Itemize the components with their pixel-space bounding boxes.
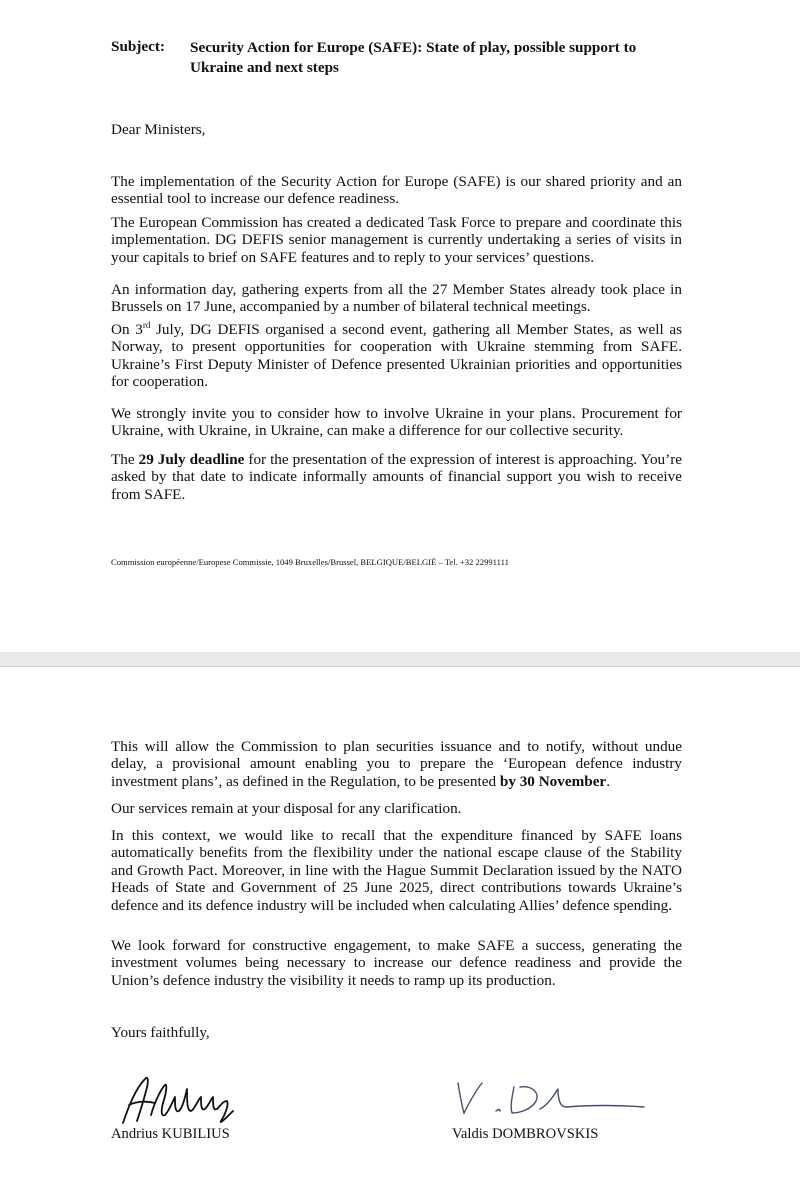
signature-kubilius [115, 1071, 245, 1131]
paragraph-1: The implementation of the Security Action for Europe (SAFE) is our shared priority and an essential tool to increase our defence readiness. [111, 173, 682, 208]
deadline-text: 29 July deadline [138, 451, 245, 468]
paragraph-10: We look forward for constructive engagement, to make SAFE a success, generating the investment volumes being necessary to increase our defence readiness and provide the Union’s defence industry the visibility it needs to ramp up its production. [111, 937, 682, 989]
salutation: Dear Ministers, [111, 121, 206, 138]
paragraph-4: On 3rd July, DG DEFIS organised a second event, gathering all Member States, as well as Norway, to present opportunities for cooperation with Ukraine stemming from SAFE. Ukraine’s First Deputy Minister of Defence presented Ukrainian priorities and opportunities for cooperation. [111, 319, 683, 391]
signatory-1-name: Andrius KUBILIUS [111, 1126, 230, 1142]
paragraph-6: The 29 July deadline for the presentation of the expression of interest is approaching. You’re asked by that date to indicate informally amounts of financial support you wish to receive from SAFE. [111, 451, 682, 503]
commission-address-footer: Commission européenne/Europese Commissie, 1049 Bruxelles/Brussel, BELGIQUE/BELGIË – Tel. +32 22991111 [111, 557, 509, 567]
closing: Yours faithfully, [111, 1024, 210, 1041]
page-separator [0, 652, 800, 667]
paragraph-9: In this context, we would like to recall that the expenditure financed by SAFE loans automatically benefits from the flexibility under the national escape clause of the Stability and Growth Pact. Moreover, in line with the Hague Summit Declaration issued by the NATO Heads of State and Government of 25 June 2025, direct contributions towards Ukraine’s defence and its defence industry will be included when calculating Allies’ defence spending. [111, 827, 682, 914]
paragraph-2: The European Commission has created a dedicated Task Force to prepare and coordinate this implementation. DG DEFIS senior management is currently undertaking a series of visits in your capitals to brief on SAFE features and to reply to your services’ questions. [111, 214, 682, 266]
submission-date-text: by 30 November [499, 772, 607, 790]
subject-label: Subject: [111, 38, 165, 55]
paragraph-5: We strongly invite you to consider how to involve Ukraine in your plans. Procurement for Ukraine, with Ukraine, in Ukraine, can make a difference for our collective security. [111, 405, 682, 440]
paragraph-8: Our services remain at your disposal for any clarification. [111, 800, 462, 817]
paragraph-3: An information day, gathering experts from all the 27 Member States already took place in Brussels on 17 June, accompanied by a number of bilateral technical meetings. [111, 281, 682, 316]
signature-dombrovskis [448, 1075, 648, 1125]
letter-page-2 [0, 667, 800, 1200]
subject-text: Security Action for Europe (SAFE): State of play, possible support to Ukraine and next steps [190, 39, 637, 76]
paragraph-7: This will allow the Commission to plan securities issuance and to notify, without undue delay, a provisional amount enabling you to prepare the ‘European defence industry investment plans’, as defined in the Regulation, to be presented by 30 November. [111, 738, 682, 790]
signatory-2-name: Valdis DOMBROVSKIS [452, 1126, 599, 1142]
